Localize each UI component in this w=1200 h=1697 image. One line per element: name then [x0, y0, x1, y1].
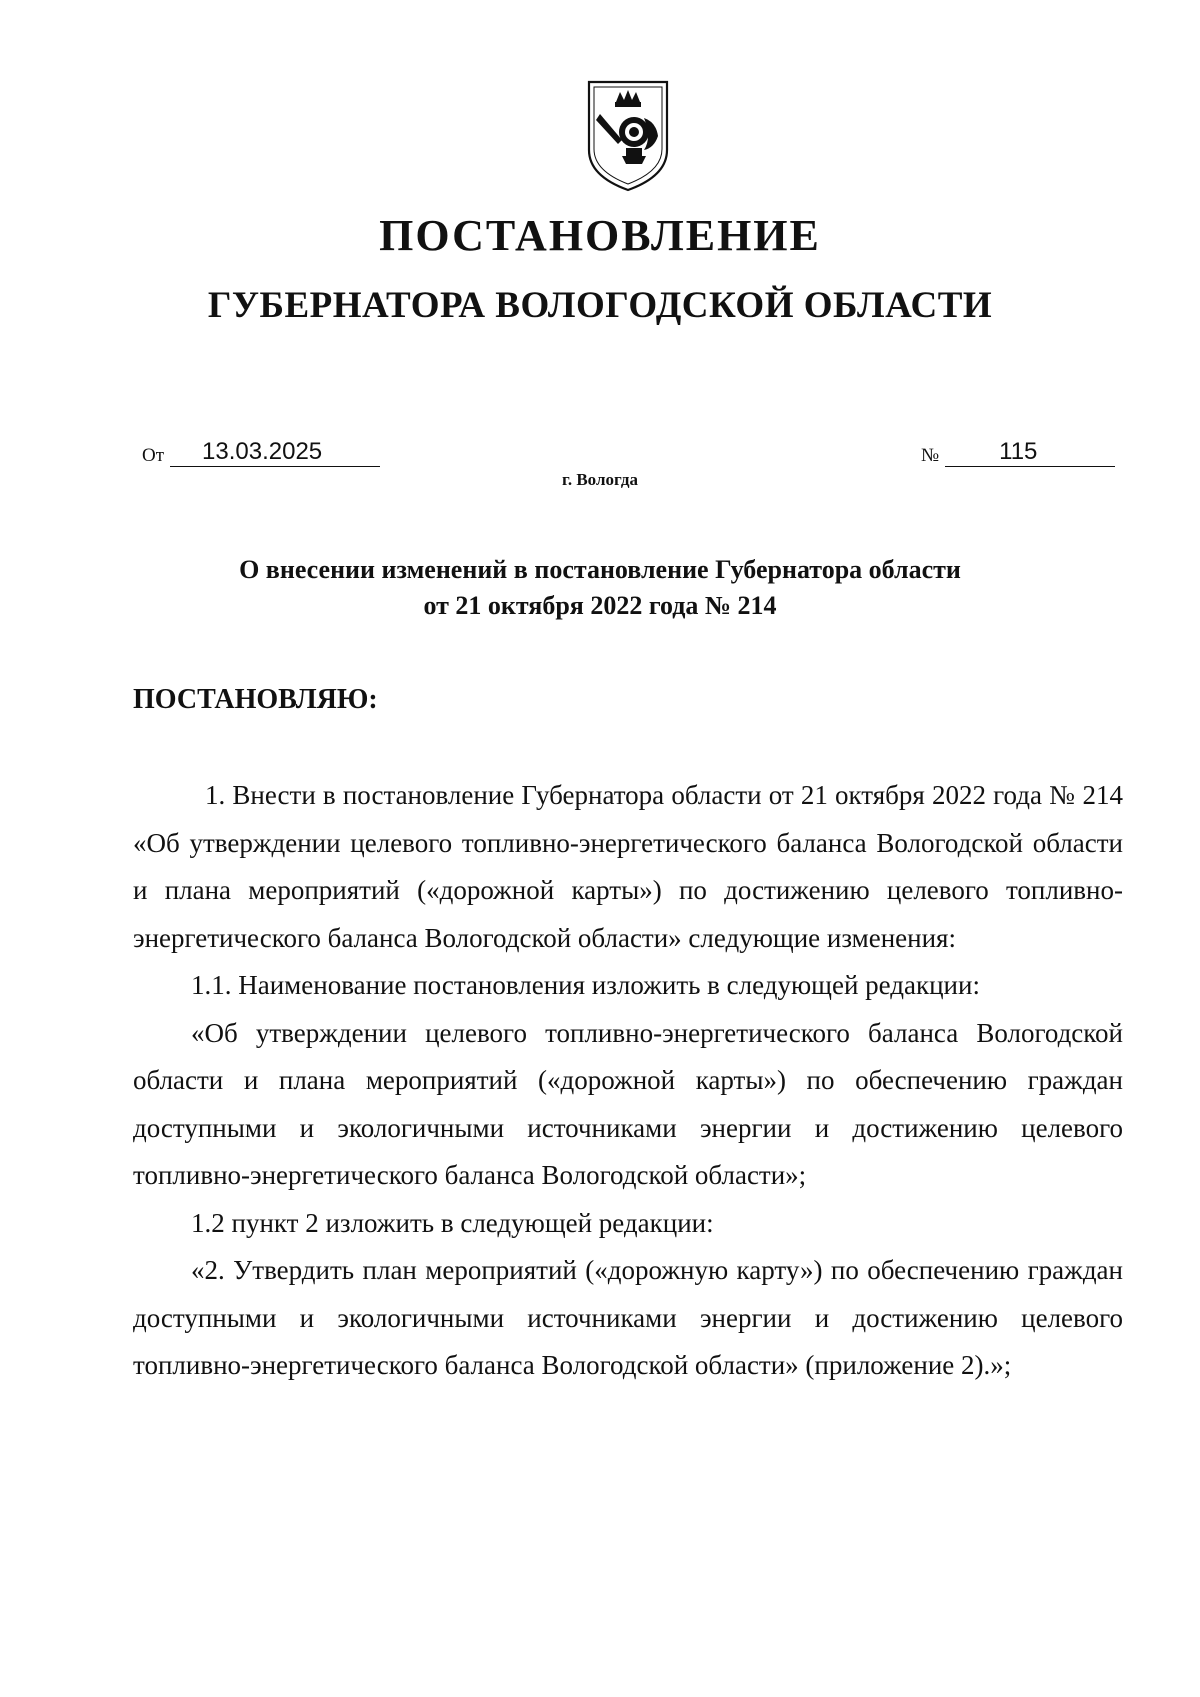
document-subject: [0, 552, 1200, 624]
coat-of-arms-icon: [586, 78, 670, 192]
document-issuer: ГУБЕРНАТОРА ВОЛОГОДСКОЙ ОБЛАСТИ: [207, 285, 993, 326]
date-label: От: [142, 445, 165, 466]
paragraph: 1.2 пункт 2 изложить в следующей редакции:: [191, 1207, 714, 1238]
subject-line-2: от 21 октября 2022 года № 214: [423, 591, 777, 620]
document-body: [133, 772, 1123, 1390]
number-label: №: [921, 445, 940, 466]
number-value: 115: [945, 438, 1115, 467]
date-field: [142, 438, 380, 467]
city: г. Вологда: [562, 470, 638, 489]
resolve-heading: ПОСТАНОВЛЯЮ:: [133, 684, 378, 715]
subject-line-1: О внесении изменений в постановление Губернатора области: [239, 555, 961, 584]
paragraph: «2. Утвердить план мероприятий («дорожную карту») по обеспечению граждан доступными и экологичными источниками энергии и достижению целевого топливно-энергетического баланса Вологодской области» (приложение 2).»;: [133, 1255, 1123, 1380]
paragraph: 1. Внести в постановление Губернатора области от 21 октября 2022 года № 214 «Об утверждении целевого топливно-энергетического баланса Вологодской области и плана мероприятий («дорожной карты») по достижению целевого топливно-энергетического баланса Вологодской области» следующие изменения:: [133, 780, 1123, 953]
paragraph: 1.1. Наименование постановления изложить в следующей редакции:: [191, 970, 980, 1000]
paragraph: «Об утверждении целевого топливно-энергетического баланса Вологодской области и плана мероприятий («дорожной карты») по обеспечению граждан доступными и экологичными источниками энергии и достижению целевого топливно-энергетического баланса Вологодской области»;: [133, 1017, 1123, 1190]
date-value: 13.03.2025: [170, 438, 380, 467]
document-title: ПОСТАНОВЛЕНИЕ: [379, 211, 821, 260]
number-field: [921, 438, 1115, 467]
